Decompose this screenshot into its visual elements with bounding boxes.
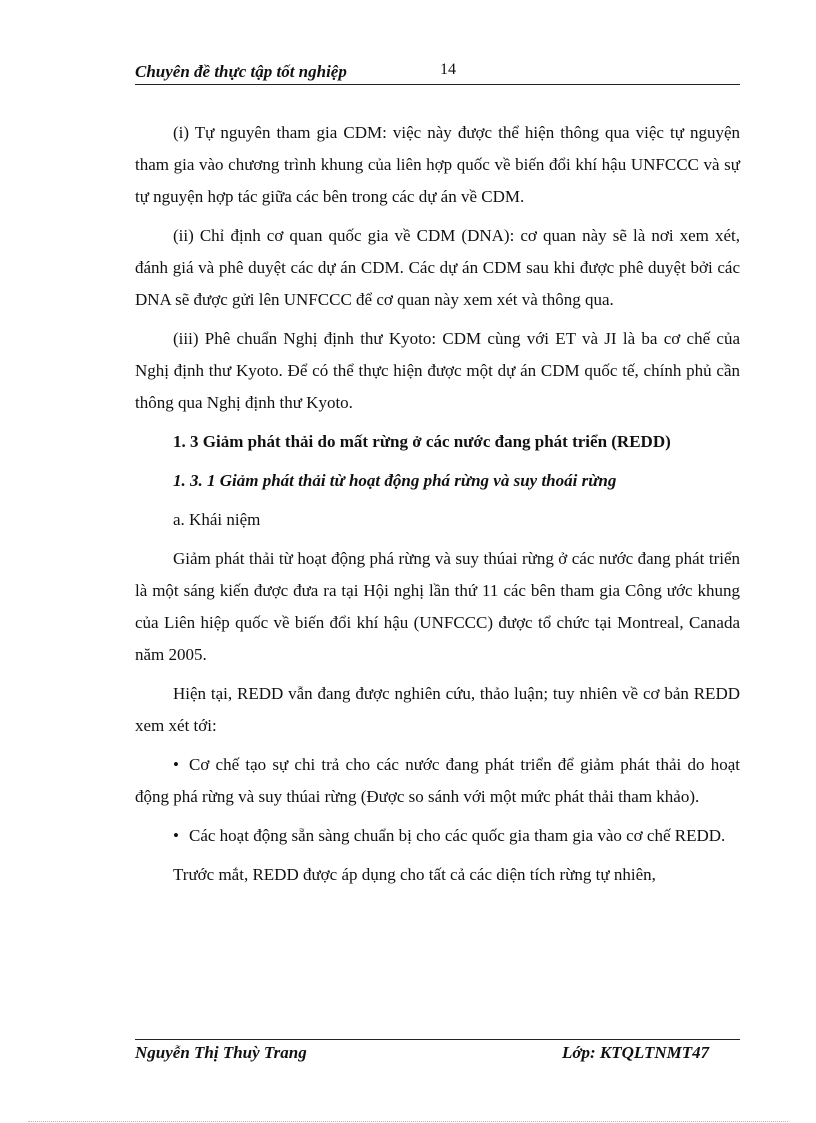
bullet-icon: • (173, 826, 179, 845)
header-divider (135, 84, 740, 85)
subsection-heading: 1. 3. 1 Giảm phát thải từ hoạt động phá rừng và suy thoái rừng (173, 471, 617, 490)
paragraph-kyoto: (iii) Phê chuẩn Nghị định thư Kyoto: CDM cùng với ET và JI là ba cơ chế của Nghị định thư Kyoto. Để có thể thực hiện được một dự án CDM quốc tế, chính phủ cần thông qua Nghị định thư Kyoto. (135, 329, 740, 412)
paragraph-redd-definition: Giảm phát thải từ hoạt động phá rừng và suy thúai rừng ở các nước đang phát triển là một sáng kiến được đưa ra tại Hội nghị lần thứ 11 các bên tham gia Công ước khung của Liên hiệp quốc về biến đổi khí hậu (UNFCCC) được tổ chức tại Montreal, Canada năm 2005. (135, 549, 740, 664)
paragraph-voluntary-participation: (i) Tự nguyên tham gia CDM: việc này được thể hiện thông qua việc tự nguyện tham gia vào chương trình khung của liên hợp quốc về biến đổi khí hậu UNFCCC và sự tự nguyện hợp tác giữa các bên trong các dự án về CDM. (135, 123, 740, 206)
paragraph-redd-scope: Trước mắt, REDD được áp dụng cho tất cả các diện tích rừng tự nhiên, (173, 865, 656, 884)
page-number: 14 (440, 61, 456, 78)
bullet-text: Cơ chế tạo sự chi trả cho các nước đang phát triển để giảm phát thải do hoạt động phá rừng và suy thúai rừng (Được so sánh với một mức phát thải tham khảo). (135, 755, 740, 806)
bullet-item (135, 749, 740, 813)
section-heading: 1. 3 Giảm phát thải do mất rừng ở các nước đang phát triển (REDD) (173, 432, 671, 451)
header-title: Chuyên đề thực tập tốt nghiệp (135, 62, 347, 81)
paragraph-redd-status: Hiện tại, REDD vẫn đang được nghiên cứu, thảo luận; tuy nhiên về cơ bản REDD xem xét tới: (135, 684, 740, 735)
page-edge (28, 1121, 788, 1122)
footer-divider (135, 1039, 740, 1040)
footer-author: Nguyễn Thị Thuỳ Trang (135, 1043, 307, 1062)
subheading-concept: a. Khái niệm (173, 510, 261, 529)
footer-class: Lớp: KTQLTNMT47 (562, 1043, 710, 1062)
document-body (135, 117, 740, 898)
paragraph-dna: (ii) Chỉ định cơ quan quốc gia về CDM (DNA): cơ quan này sẽ là nơi xem xét, đánh giá và phê duyệt các dự án CDM. Các dự án CDM sau khi được phê duyệt bởi các DNA sẽ được gửi lên UNFCCC để cơ quan này xem xét và thông qua. (135, 226, 740, 309)
bullet-item (135, 820, 740, 852)
bullet-icon: • (173, 755, 179, 774)
bullet-text: Các hoạt động sẵn sàng chuẩn bị cho các quốc gia tham gia vào cơ chế REDD. (189, 826, 726, 845)
